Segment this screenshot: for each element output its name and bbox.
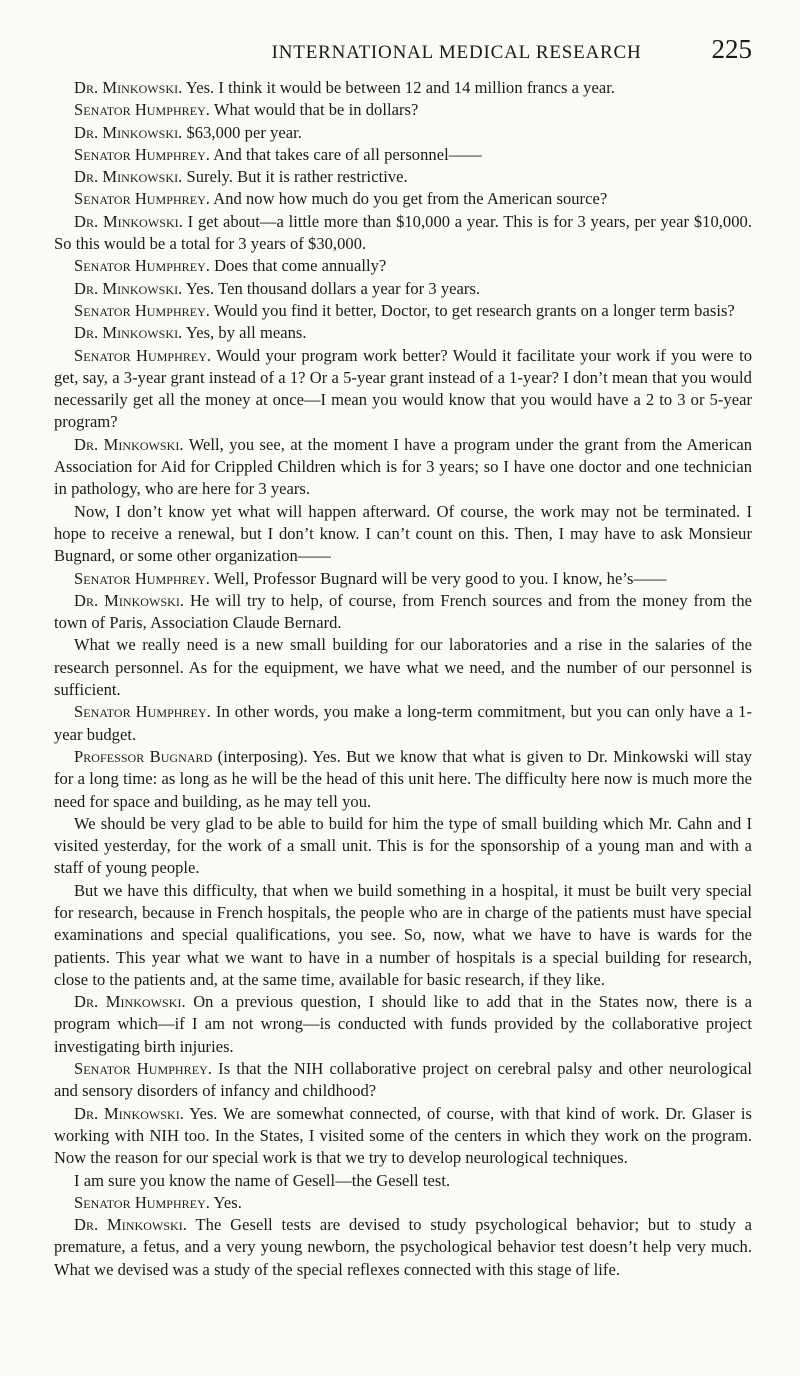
paragraph — [54, 701, 752, 746]
paragraph-text: I am sure you know the name of Gesell—the Gesell test. — [74, 1170, 451, 1190]
paragraph-text: Now, I don’t know yet what will happen afterward. Of course, the work may not be terminated. I hope to receive a renewal, but I don’t know. I can’t count on this. Then, I may have to ask Monsieur Bugnard, or some other organization—— — [54, 501, 752, 566]
paragraph — [54, 188, 752, 210]
speaker-name: Dr. Minkowski. — [74, 323, 183, 343]
paragraph-text: And now how much do you get from the American source? — [209, 189, 608, 209]
paragraph — [54, 434, 752, 501]
paragraph — [54, 1103, 752, 1170]
paragraph-text: Would your program work better? Would it facilitate your work if you were to get, say, a 3-year grant instead of a 1? Or a 5-year grant instead of a 1-year? I don’t mean that you would necessarily get all the money at once—I mean you would know that you would have a 2 to 3 or 5-year program? — [54, 345, 752, 432]
speaker-name: Senator Humphrey. — [74, 345, 212, 365]
paragraph-text: Yes. I think it would be between 12 and 14 million francs a year. — [182, 78, 616, 97]
paragraph — [54, 1214, 752, 1281]
paragraph-text: Well, you see, at the moment I have a program under the grant from the American Association for Aid for Crippled Children which is for 3 years; so I have one doctor and one technician in pathology, who are here for 3 years. — [54, 434, 753, 499]
paragraph-text: I get about—a little more than $10,000 a year. This is for 3 years, per year $10,000. So this would be a total for 3 years of $30,000. — [54, 211, 752, 254]
paragraph-text: Yes. We are somewhat connected, of course, with that kind of work. Dr. Glaser is working with NIH too. In the States, I visited some of the centers in which they work on the program. Now the reason for our special work is that we try to develop neurological techniques. — [54, 1103, 752, 1168]
paragraph-text: What we really need is a new small building for our laboratories and a rise in the salaries of the research personnel. As for the equipment, we have what we need, and the number of our personnel is sufficient. — [54, 635, 752, 700]
paragraph — [54, 501, 752, 568]
paragraph — [54, 345, 752, 434]
speaker-name: Dr. Minkowski. — [74, 278, 183, 298]
paragraph — [54, 278, 752, 300]
speaker-name: Senator Humphrey. — [74, 1059, 212, 1079]
paragraph-text: Surely. But it is rather restrictive. — [182, 167, 408, 187]
paragraph-text: And that takes care of all personnel—— — [209, 144, 482, 164]
paragraph-text: He will try to help, of course, from French sources and from the money from the town of Paris, Association Claude Bernard. — [54, 590, 752, 633]
paragraph — [54, 99, 752, 121]
speaker-name: Senator Humphrey. — [74, 568, 210, 588]
testimony-text — [54, 77, 752, 1281]
paragraph — [54, 590, 752, 635]
page-header — [54, 34, 752, 65]
paragraph — [54, 1170, 752, 1192]
paragraph-text: Yes, by all means. — [182, 323, 307, 343]
paragraph — [54, 255, 752, 277]
speaker-name: Senator Humphrey. — [74, 702, 211, 722]
paragraph — [54, 1192, 752, 1214]
paragraph-text: But we have this difficulty, that when we build something in a hospital, it must be built very special for research, because in French hospitals, the people who are in charge of the patients must have special examinations and special qualifications, you see. So, now, what we have to have is wards for the patients. This year what we want to have in a number of hospitals is a special building for research, close to the patients and, at the same time, available for basic research, if they like. — [54, 880, 752, 989]
paragraph-text: $63,000 per year. — [182, 122, 302, 142]
speaker-name: Senator Humphrey. — [74, 189, 210, 209]
speaker-name: Dr. Minkowski. — [74, 122, 183, 142]
paragraph-text: Yes. Ten thousand dollars a year for 3 years. — [182, 278, 481, 298]
paragraph-text: In other words, you make a long-term commitment, but you can only have a 1-year budget. — [54, 702, 752, 744]
paragraph — [54, 880, 752, 991]
paragraph — [54, 1058, 752, 1103]
speaker-name: Professor Bugnard — [74, 746, 213, 766]
paragraph — [54, 991, 752, 1058]
paragraph — [54, 813, 752, 880]
speaker-name: Senator Humphrey. — [74, 100, 210, 120]
paragraph — [54, 634, 752, 701]
speaker-name: Dr. Minkowski. — [74, 590, 185, 610]
speaker-name: Dr. Minkowski. — [74, 992, 186, 1012]
speaker-name: Senator Humphrey. — [74, 256, 210, 276]
paragraph — [54, 144, 752, 166]
paragraph — [54, 122, 752, 144]
speaker-name: Senator Humphrey. — [74, 1192, 210, 1212]
speaker-name: Dr. Minkowski. — [74, 434, 184, 454]
paragraph — [54, 300, 752, 322]
paragraph — [54, 77, 752, 99]
speaker-name: Senator Humphrey. — [74, 144, 210, 164]
paragraph-text: Yes. — [209, 1192, 242, 1212]
paragraph — [54, 746, 752, 813]
paragraph-text: (interposing). Yes. But we know that what is given to Dr. Minkowski will stay for a long time: as long as he will be the head of this unit here. The difficulty here now is much more the need for space and building, as he may tell you. — [54, 746, 752, 811]
paragraph-text: On a previous question, I should like to add that in the States now, there is a program which—if I am not wrong—is conducted with funds provided by the collaborative project investigating birth injuries. — [54, 992, 753, 1056]
paragraph-text: What would that be in dollars? — [209, 100, 419, 120]
page-number: 225 — [711, 34, 752, 64]
paragraph-text: Does that come annually? — [209, 256, 387, 276]
speaker-name: Dr. Minkowski. — [74, 167, 183, 187]
speaker-name: Dr. Minkowski. — [74, 1103, 184, 1123]
paragraph-text: Is that the NIH collaborative project on cerebral palsy and other neurological and sensory disorders of infancy and childhood? — [54, 1059, 753, 1101]
paragraph — [54, 568, 752, 590]
running-head: INTERNATIONAL MEDICAL RESEARCH — [271, 42, 642, 63]
paragraph-text: We should be very glad to be able to build for him the type of small building which Mr. Cahn and I visited yesterday, for the work of a small unit. This is for the sponsorship of a young man and with a staff of young people. — [54, 813, 752, 878]
speaker-name: Dr. Minkowski. — [74, 78, 183, 97]
paragraph-text: The Gesell tests are devised to study psychological behavior; but to study a premature, a fetus, and a very young newborn, the psychological behavior test doesn’t help very much. What we devised was a study of the special reflexes connected with this stage of life. — [54, 1215, 752, 1279]
speaker-name: Senator Humphrey. — [74, 300, 210, 320]
paragraph — [54, 166, 752, 188]
paragraph-text: Well, Professor Bugnard will be very good to you. I know, he’s—— — [209, 568, 667, 588]
paragraph — [54, 211, 752, 256]
paragraph — [54, 322, 752, 344]
paragraph-text: Would you find it better, Doctor, to get research grants on a longer term basis? — [209, 300, 735, 320]
speaker-name: Dr. Minkowski. — [74, 211, 183, 231]
speaker-name: Dr. Minkowski. — [74, 1215, 187, 1235]
